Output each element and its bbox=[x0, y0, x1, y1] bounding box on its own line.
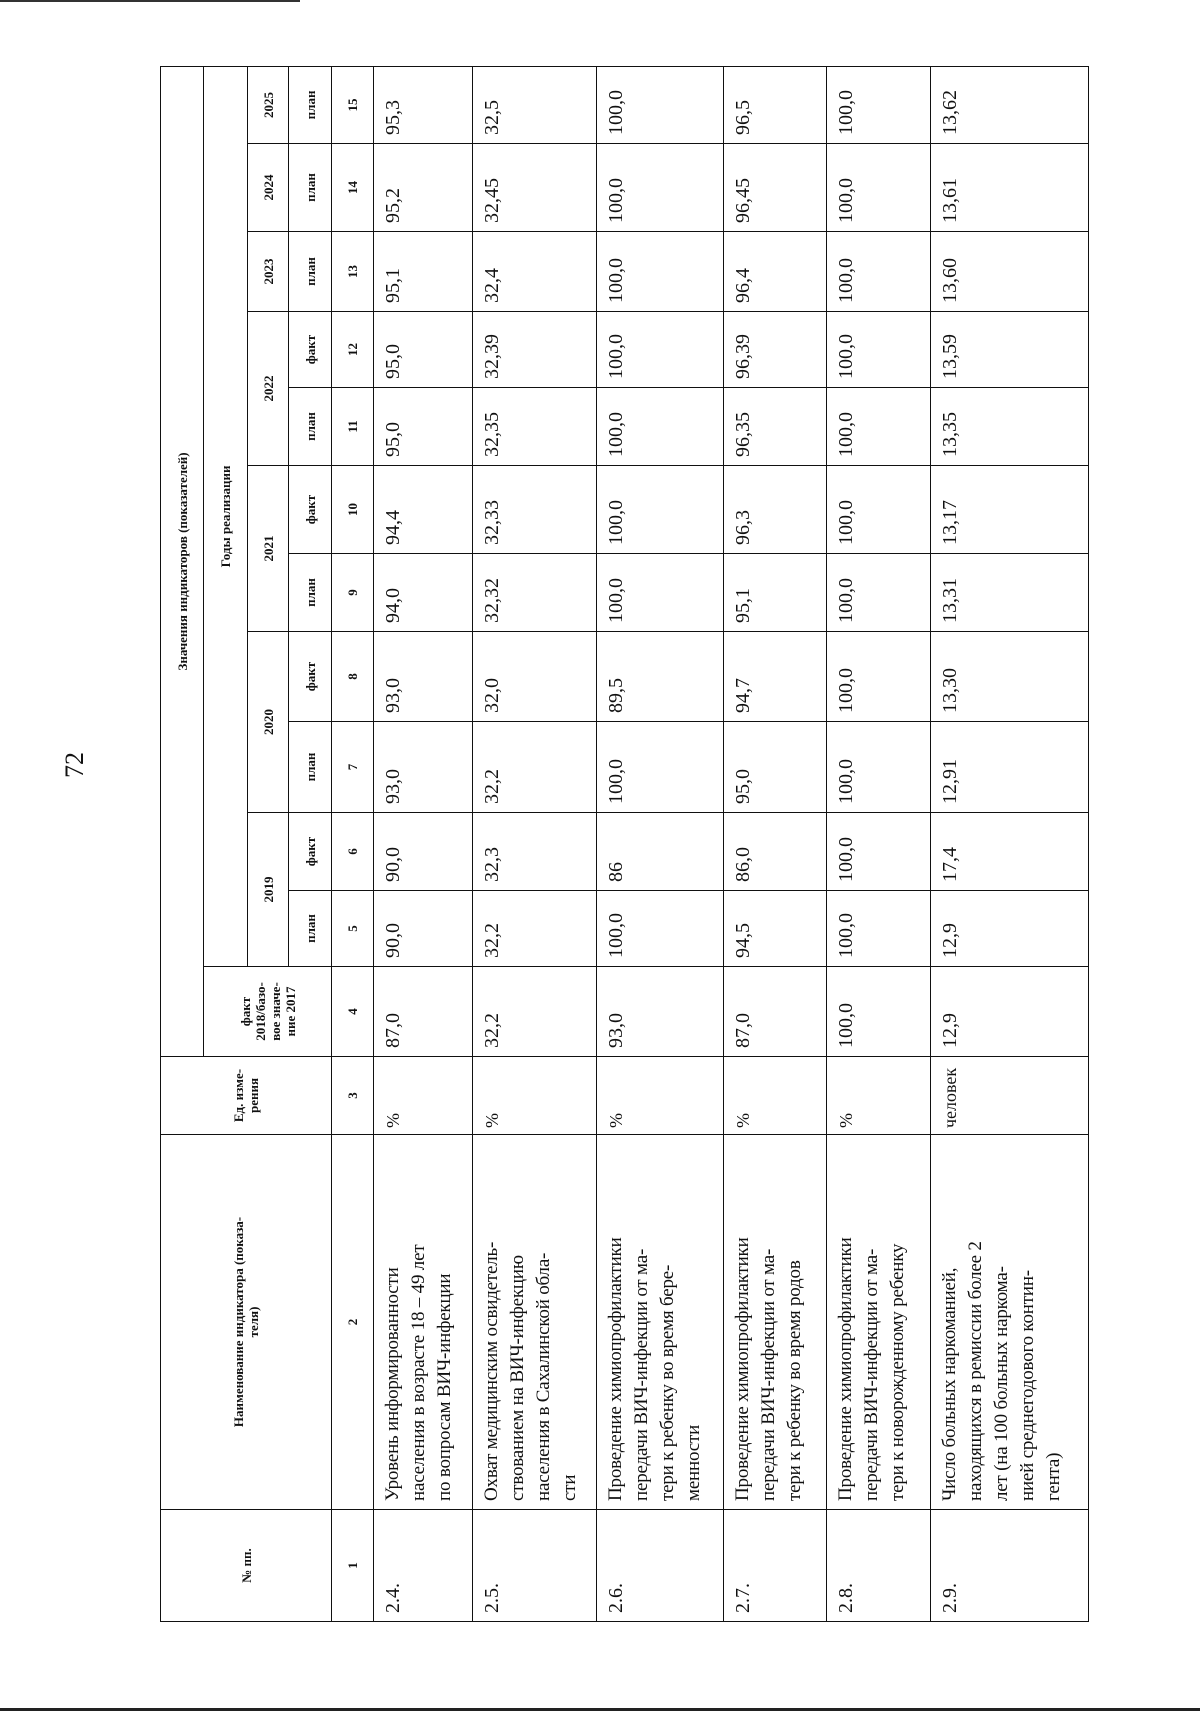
base-value: 87,0 bbox=[724, 967, 827, 1057]
column-number: 10 bbox=[332, 466, 374, 554]
column-number: 7 bbox=[332, 722, 374, 813]
indicator-value: 94,5 bbox=[724, 891, 827, 967]
base-value: 93,0 bbox=[597, 967, 724, 1057]
column-number: 5 bbox=[332, 891, 374, 967]
header-year: 2025 bbox=[248, 66, 289, 143]
indicator-value: 100,0 bbox=[827, 813, 931, 891]
indicator-name: Охват медицинским освидетель- ствованием на ВИЧ-инфекцию населения в Сахалинской обла- сти bbox=[473, 1135, 597, 1510]
header-subcol: план bbox=[289, 66, 332, 143]
unit: % bbox=[374, 1057, 473, 1135]
base-value: 87,0 bbox=[374, 967, 473, 1057]
indicator-value: 13,31 bbox=[931, 554, 1089, 632]
row-number: 2.9. bbox=[931, 1510, 1089, 1622]
column-number: 11 bbox=[332, 388, 374, 466]
indicator-value: 100,0 bbox=[597, 144, 724, 232]
header-subcol: факт bbox=[289, 312, 332, 388]
table-row bbox=[827, 66, 931, 1621]
indicator-name: Проведение химиопрофилактики передачи ВИЧ-инфекции от ма- тери к ребенку во время родов bbox=[724, 1135, 827, 1510]
row-number: 2.4. bbox=[374, 1510, 473, 1622]
indicator-value: 32,39 bbox=[473, 312, 597, 388]
header-subcol: план bbox=[289, 388, 332, 466]
indicator-value: 32,35 bbox=[473, 388, 597, 466]
indicator-value: 86,0 bbox=[724, 813, 827, 891]
indicator-value: 13,35 bbox=[931, 388, 1089, 466]
indicator-value: 32,5 bbox=[473, 66, 597, 143]
indicator-value: 32,33 bbox=[473, 466, 597, 554]
header-subcol: план bbox=[289, 232, 332, 312]
indicator-value: 13,59 bbox=[931, 312, 1089, 388]
header-subcol: факт bbox=[289, 466, 332, 554]
indicator-value: 32,45 bbox=[473, 144, 597, 232]
column-number: 8 bbox=[332, 632, 374, 722]
indicator-value: 13,62 bbox=[931, 66, 1089, 143]
indicator-value: 95,1 bbox=[374, 232, 473, 312]
header-unit: Ед. изме- рения bbox=[161, 1057, 332, 1135]
indicator-value: 100,0 bbox=[597, 466, 724, 554]
base-value: 12,9 bbox=[931, 967, 1089, 1057]
table-row bbox=[473, 66, 597, 1621]
header-years-group: Годы реализации bbox=[204, 66, 248, 966]
scan-edge-line bbox=[0, 0, 300, 2]
header-base: факт 2018/базо- вое значе- ние 2017 bbox=[204, 967, 332, 1057]
header-subcol: план bbox=[289, 144, 332, 232]
indicator-name: Проведение химиопрофилактики передачи ВИЧ-инфекции от ма- тери к ребенку во время бере- менности bbox=[597, 1135, 724, 1510]
header-year: 2024 bbox=[248, 144, 289, 232]
column-number: 14 bbox=[332, 144, 374, 232]
header-year: 2023 bbox=[248, 232, 289, 312]
indicator-value: 100,0 bbox=[827, 632, 931, 722]
indicator-value: 96,45 bbox=[724, 144, 827, 232]
header-year: 2022 bbox=[248, 312, 289, 466]
indicator-value: 90,0 bbox=[374, 891, 473, 967]
indicator-value: 100,0 bbox=[597, 554, 724, 632]
indicators-table bbox=[160, 66, 1089, 1622]
column-number: 12 bbox=[332, 312, 374, 388]
indicator-value: 96,4 bbox=[724, 232, 827, 312]
header-subcol: план bbox=[289, 891, 332, 967]
column-number: 13 bbox=[332, 232, 374, 312]
indicator-value: 89,5 bbox=[597, 632, 724, 722]
header-subcol: план bbox=[289, 722, 332, 813]
unit: человек bbox=[931, 1057, 1089, 1135]
unit: % bbox=[827, 1057, 931, 1135]
column-number: 9 bbox=[332, 554, 374, 632]
indicator-value: 32,4 bbox=[473, 232, 597, 312]
indicator-value: 93,0 bbox=[374, 722, 473, 813]
indicator-value: 100,0 bbox=[597, 232, 724, 312]
indicator-value: 100,0 bbox=[827, 891, 931, 967]
indicator-value: 100,0 bbox=[827, 388, 931, 466]
indicator-name: Проведение химиопрофилактики передачи ВИЧ-инфекции от ма- тери к новорожденному ребенку bbox=[827, 1135, 931, 1510]
header-subcol: факт bbox=[289, 632, 332, 722]
indicator-value: 94,4 bbox=[374, 466, 473, 554]
indicator-value: 94,0 bbox=[374, 554, 473, 632]
indicator-value: 100,0 bbox=[597, 66, 724, 143]
indicator-value: 86 bbox=[597, 813, 724, 891]
column-number: 6 bbox=[332, 813, 374, 891]
rotated-table-container bbox=[160, 67, 1088, 1622]
unit: % bbox=[724, 1057, 827, 1135]
row-number: 2.7. bbox=[724, 1510, 827, 1622]
indicator-value: 32,32 bbox=[473, 554, 597, 632]
indicator-value: 13,30 bbox=[931, 632, 1089, 722]
indicator-value: 100,0 bbox=[827, 66, 931, 143]
indicator-value: 95,3 bbox=[374, 66, 473, 143]
indicator-value: 100,0 bbox=[827, 722, 931, 813]
header-values-group: Значения индикаторов (показателей) bbox=[161, 66, 204, 1056]
indicator-value: 13,60 bbox=[931, 232, 1089, 312]
table-row bbox=[374, 66, 473, 1621]
indicator-value: 13,61 bbox=[931, 144, 1089, 232]
indicator-value: 32,3 bbox=[473, 813, 597, 891]
row-number: 2.8. bbox=[827, 1510, 931, 1622]
unit: % bbox=[597, 1057, 724, 1135]
indicator-value: 100,0 bbox=[827, 312, 931, 388]
indicator-value: 32,0 bbox=[473, 632, 597, 722]
indicator-value: 12,9 bbox=[931, 891, 1089, 967]
indicator-value: 95,0 bbox=[374, 312, 473, 388]
indicator-value: 95,0 bbox=[374, 388, 473, 466]
indicator-value: 96,5 bbox=[724, 66, 827, 143]
header-year: 2021 bbox=[248, 466, 289, 632]
indicator-value: 100,0 bbox=[597, 388, 724, 466]
row-number: 2.5. bbox=[473, 1510, 597, 1622]
header-no: № пп. bbox=[161, 1510, 332, 1622]
indicator-value: 100,0 bbox=[827, 232, 931, 312]
indicator-value: 32,2 bbox=[473, 891, 597, 967]
indicator-value: 12,91 bbox=[931, 722, 1089, 813]
column-number: 4 bbox=[332, 967, 374, 1057]
indicator-value: 90,0 bbox=[374, 813, 473, 891]
table-row bbox=[597, 66, 724, 1621]
indicator-value: 96,35 bbox=[724, 388, 827, 466]
column-number: 15 bbox=[332, 66, 374, 143]
indicator-value: 100,0 bbox=[827, 466, 931, 554]
indicator-value: 100,0 bbox=[597, 722, 724, 813]
row-number: 2.6. bbox=[597, 1510, 724, 1622]
indicator-value: 93,0 bbox=[374, 632, 473, 722]
header-year: 2019 bbox=[248, 813, 289, 967]
indicator-value: 96,3 bbox=[724, 466, 827, 554]
header-subcol: факт bbox=[289, 813, 332, 891]
indicator-value: 95,1 bbox=[724, 554, 827, 632]
unit: % bbox=[473, 1057, 597, 1135]
indicator-value: 100,0 bbox=[827, 554, 931, 632]
column-number: 3 bbox=[332, 1057, 374, 1135]
indicator-value: 95,0 bbox=[724, 722, 827, 813]
indicator-value: 96,39 bbox=[724, 312, 827, 388]
indicator-value: 13,17 bbox=[931, 466, 1089, 554]
header-subcol: план bbox=[289, 554, 332, 632]
indicator-name: Число больных наркоманией, находящихся в ремиссии более 2 лет (на 100 больных наркома- нией среднегодового контин- гента) bbox=[931, 1135, 1089, 1510]
table-row bbox=[724, 66, 827, 1621]
table-row bbox=[931, 66, 1089, 1621]
indicator-value: 100,0 bbox=[827, 144, 931, 232]
header-year: 2020 bbox=[248, 632, 289, 813]
indicator-value: 17,4 bbox=[931, 813, 1089, 891]
column-number: 1 bbox=[332, 1510, 374, 1622]
header-name: Наименование индикатора (показа- теля) bbox=[161, 1135, 332, 1510]
base-value: 100,0 bbox=[827, 967, 931, 1057]
base-value: 32,2 bbox=[473, 967, 597, 1057]
page-number: 72 bbox=[60, 752, 89, 778]
indicator-name: Уровень информированности населения в возрасте 18 – 49 лет по вопросам ВИЧ-инфекции bbox=[374, 1135, 473, 1510]
indicator-value: 100,0 bbox=[597, 312, 724, 388]
indicator-value: 94,7 bbox=[724, 632, 827, 722]
column-number: 2 bbox=[332, 1135, 374, 1510]
indicator-value: 100,0 bbox=[597, 891, 724, 967]
indicator-value: 32,2 bbox=[473, 722, 597, 813]
indicator-value: 95,2 bbox=[374, 144, 473, 232]
